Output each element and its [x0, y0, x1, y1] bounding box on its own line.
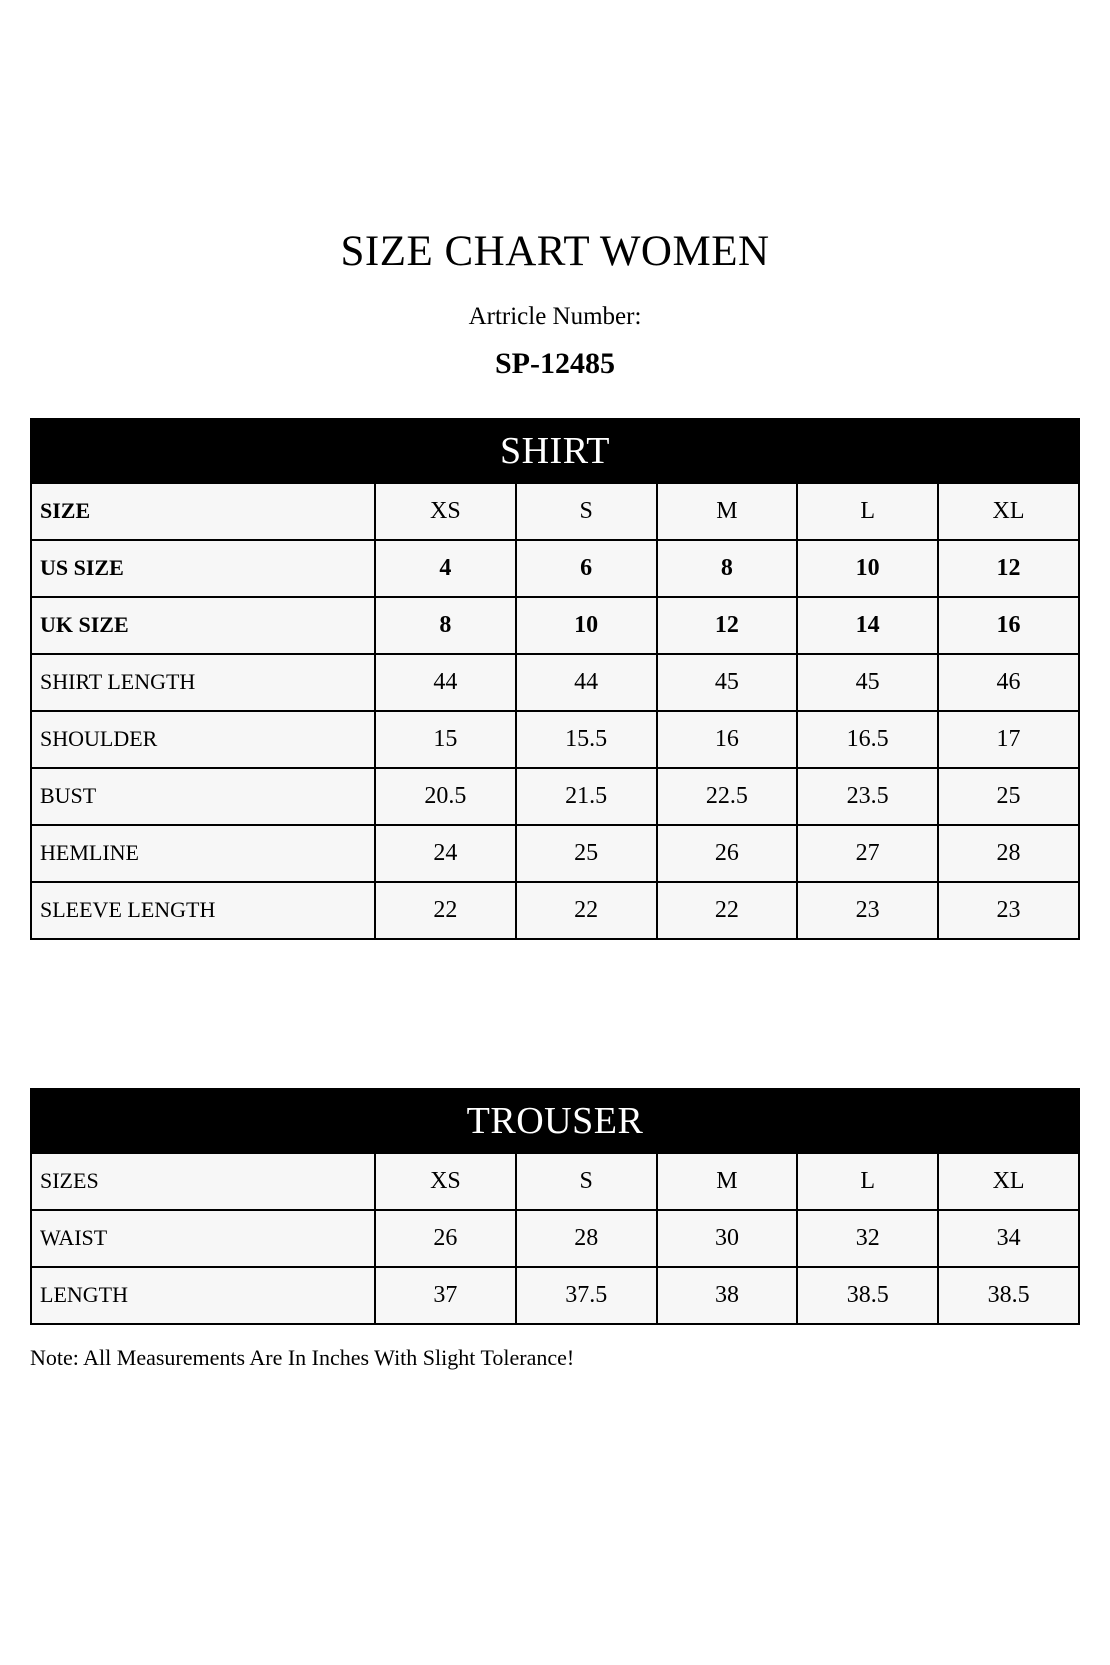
shirt-row-label-5: HEMLINE	[31, 825, 375, 882]
table-row	[31, 882, 1079, 939]
trouser-column-header-1: XS	[375, 1153, 516, 1210]
trouser-row-label-1: LENGTH	[31, 1267, 375, 1324]
shirt-cell-1-2: 12	[657, 597, 798, 654]
shirt-cell-6-4: 23	[938, 882, 1079, 939]
table-row	[31, 540, 1079, 597]
shirt-cell-0-0: 4	[375, 540, 516, 597]
article-number-label: Artricle Number:	[468, 303, 642, 331]
shirt-cell-2-3: 45	[797, 654, 938, 711]
trouser-column-header-3: M	[657, 1153, 798, 1210]
shirt-size-table	[30, 418, 1080, 940]
shirt-cell-1-4: 16	[938, 597, 1079, 654]
measurement-note: Note: All Measurements Are In Inches With Slight Tolerance!	[30, 1344, 575, 1370]
shirt-cell-0-3: 10	[797, 540, 938, 597]
trouser-cell-1-2: 38	[657, 1267, 798, 1324]
shirt-cell-4-3: 23.5	[797, 768, 938, 825]
shirt-cell-3-4: 17	[938, 711, 1079, 768]
shirt-row-label-2: SHIRT LENGTH	[31, 654, 375, 711]
shirt-heading-row	[31, 419, 1079, 483]
shirt-cell-5-4: 28	[938, 825, 1079, 882]
table-row	[31, 1267, 1079, 1324]
trouser-cell-0-3: 32	[797, 1210, 938, 1267]
shirt-table-container	[28, 418, 1082, 940]
article-number-value: SP-12485	[495, 346, 615, 380]
shirt-cell-5-3: 27	[797, 825, 938, 882]
trouser-cell-1-3: 38.5	[797, 1267, 938, 1324]
shirt-heading: SHIRT	[31, 419, 1079, 483]
shirt-cell-1-3: 14	[797, 597, 938, 654]
shirt-cell-1-0: 8	[375, 597, 516, 654]
trouser-cell-1-0: 37	[375, 1267, 516, 1324]
trouser-header-row	[31, 1153, 1079, 1210]
shirt-cell-6-2: 22	[657, 882, 798, 939]
trouser-column-header-4: L	[797, 1153, 938, 1210]
trouser-column-header-2: S	[516, 1153, 657, 1210]
shirt-cell-2-0: 44	[375, 654, 516, 711]
trouser-size-table	[30, 1088, 1080, 1325]
shirt-cell-2-1: 44	[516, 654, 657, 711]
shirt-row-label-4: BUST	[31, 768, 375, 825]
shirt-column-header-2: S	[516, 483, 657, 540]
shirt-column-header-0: SIZE	[31, 483, 375, 540]
shirt-cell-0-4: 12	[938, 540, 1079, 597]
table-row	[31, 1210, 1079, 1267]
shirt-cell-4-0: 20.5	[375, 768, 516, 825]
shirt-cell-4-2: 22.5	[657, 768, 798, 825]
shirt-row-label-0: US SIZE	[31, 540, 375, 597]
trouser-column-header-0: SIZES	[31, 1153, 375, 1210]
shirt-cell-3-0: 15	[375, 711, 516, 768]
shirt-row-label-3: SHOULDER	[31, 711, 375, 768]
trouser-cell-0-0: 26	[375, 1210, 516, 1267]
trouser-cell-1-4: 38.5	[938, 1267, 1079, 1324]
shirt-column-header-4: L	[797, 483, 938, 540]
shirt-cell-0-1: 6	[516, 540, 657, 597]
trouser-row-label-0: WAIST	[31, 1210, 375, 1267]
shirt-header-row	[31, 483, 1079, 540]
shirt-cell-6-0: 22	[375, 882, 516, 939]
shirt-column-header-5: XL	[938, 483, 1079, 540]
table-row	[31, 711, 1079, 768]
shirt-cell-3-2: 16	[657, 711, 798, 768]
table-row	[31, 597, 1079, 654]
shirt-cell-5-0: 24	[375, 825, 516, 882]
shirt-cell-6-1: 22	[516, 882, 657, 939]
table-row	[31, 768, 1079, 825]
trouser-column-header-5: XL	[938, 1153, 1079, 1210]
shirt-cell-4-4: 25	[938, 768, 1079, 825]
shirt-row-label-1: UK SIZE	[31, 597, 375, 654]
trouser-cell-1-1: 37.5	[516, 1267, 657, 1324]
shirt-column-header-3: M	[657, 483, 798, 540]
table-row	[31, 825, 1079, 882]
shirt-cell-2-4: 46	[938, 654, 1079, 711]
trouser-table-container	[28, 1088, 1082, 1325]
shirt-cell-3-3: 16.5	[797, 711, 938, 768]
shirt-cell-0-2: 8	[657, 540, 798, 597]
page-title: SIZE CHART WOMEN	[340, 228, 770, 275]
trouser-heading-row	[31, 1089, 1079, 1153]
trouser-cell-0-1: 28	[516, 1210, 657, 1267]
shirt-cell-3-1: 15.5	[516, 711, 657, 768]
shirt-cell-5-1: 25	[516, 825, 657, 882]
table-row	[31, 654, 1079, 711]
shirt-column-header-1: XS	[375, 483, 516, 540]
shirt-row-label-6: SLEEVE LENGTH	[31, 882, 375, 939]
shirt-cell-1-1: 10	[516, 597, 657, 654]
trouser-cell-0-2: 30	[657, 1210, 798, 1267]
shirt-cell-2-2: 45	[657, 654, 798, 711]
trouser-cell-0-4: 34	[938, 1210, 1079, 1267]
shirt-cell-4-1: 21.5	[516, 768, 657, 825]
shirt-cell-6-3: 23	[797, 882, 938, 939]
trouser-heading: TROUSER	[31, 1089, 1079, 1153]
shirt-cell-5-2: 26	[657, 825, 798, 882]
